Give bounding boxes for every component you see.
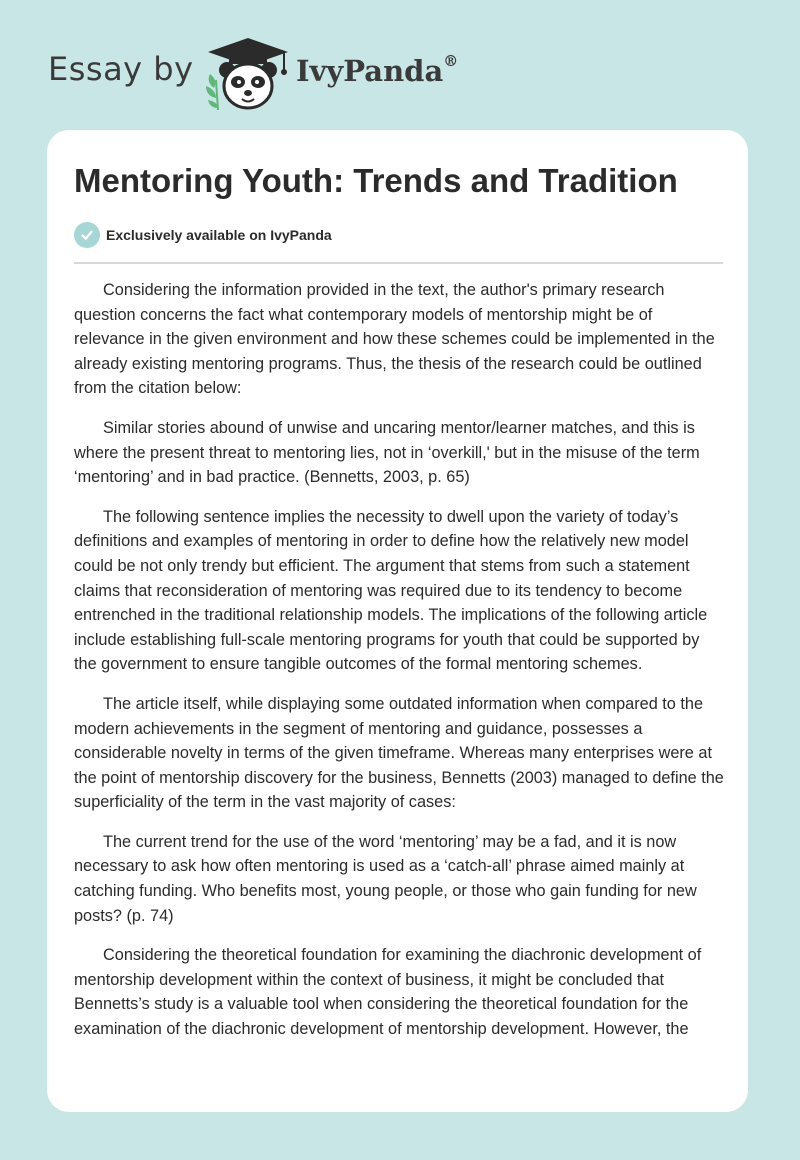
- essay-body: [74, 278, 724, 1057]
- essay-card: [47, 130, 748, 1112]
- paragraph: The article itself, while displaying some outdated information when compared to the modern achievements in the segment of mentoring and guidance, possesses a considerable novelty in terms of the given timeframe. Whereas many enterprises were at the point of mentorship discovery for the business, Bennetts (2003) managed to define the superficiality of the term in the vast majority of cases:: [74, 694, 724, 812]
- checkmark-icon: [74, 222, 100, 248]
- block-quote: The current trend for the use of the word ‘mentoring’ may be a fad, and it is now necessary to ask how often mentoring is used as a ‘catch-all’ phrase aimed mainly at catching funding. Who benefits most, young people, or those who gain funding for new posts? (p. 74): [74, 832, 697, 925]
- page-title: Mentoring Youth: Trends and Tradition: [74, 162, 678, 199]
- badge-label: Exclusively available on IvyPanda: [106, 227, 332, 243]
- divider: [74, 262, 723, 264]
- exclusive-badge: [74, 222, 332, 248]
- paragraph: Considering the theoretical foundation for examining the diachronic development of mentorship development within the context of business, it might be concluded that Bennetts’s study is a valuable tool when considering the theoretical foundation for the examination of the diachronic development of mentorship development. However, the: [74, 946, 702, 1039]
- brand-name: IvyPanda: [296, 54, 444, 88]
- paragraph: Considering the information provided in the text, the author's primary research question concerns the fact what contemporary models of mentorship might be of relevance in the given environment and how these schemes could be implemented in the already existing mentoring programs. Thus, the thesis of the research could be outlined from the citation below:: [74, 281, 715, 398]
- essay-by-label: Essay by: [48, 50, 194, 88]
- site-header: [48, 30, 748, 110]
- panda-graduate-logo-icon: [202, 36, 294, 112]
- block-quote: Similar stories abound of unwise and uncaring mentor/learner matches, and this is where the present threat to mentoring lies, not in ‘overkill,' but in the misuse of the term ‘mentoring’ and in bad practice. (Bennetts, 2003, p. 65): [74, 418, 700, 487]
- brand-logo-text: [296, 54, 458, 88]
- paragraph: The following sentence implies the necessity to dwell upon the variety of today’s definitions and examples of mentoring in order to define how the relatively new model could be not only trendy but efficient. The argument that stems from such a statement claims that reconsideration of mentoring was required due to its tendency to become entrenched in the traditional relationship models. The implications of the following article include establishing full-scale mentoring programs for youth that could be supported by the government to ensure tangible outcomes of the formal mentoring schemes.: [74, 507, 708, 674]
- registered-mark: ®: [443, 52, 459, 71]
